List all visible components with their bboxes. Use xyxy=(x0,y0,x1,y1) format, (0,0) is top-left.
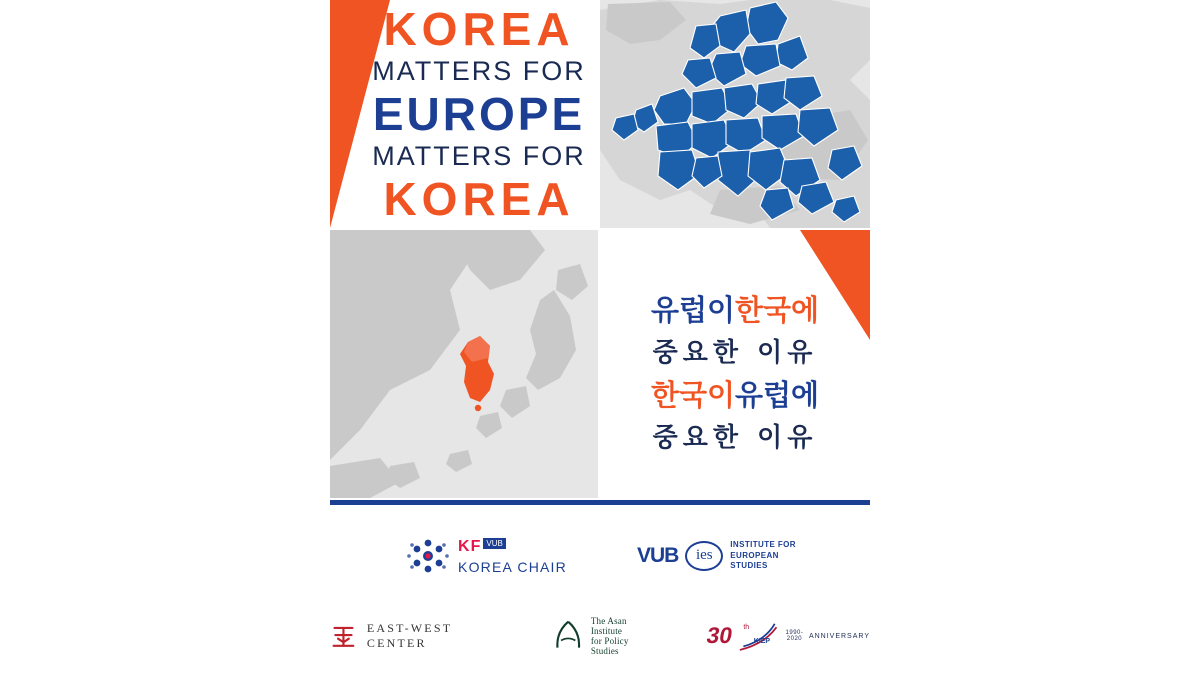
east-west-center-label: EAST-WEST CENTER xyxy=(366,621,453,650)
logo-row-2 xyxy=(330,597,870,675)
kf-vub-wordmark xyxy=(458,538,567,575)
korea-japan-map-icon xyxy=(330,230,598,498)
logo-asan-institute xyxy=(553,616,653,656)
kiep-30-icon xyxy=(705,614,780,658)
asan-line-1: The Asan Institute xyxy=(590,616,627,636)
kiep-anniversary-label: ANNIVERSARY xyxy=(808,633,870,640)
logo-row-1 xyxy=(330,515,870,597)
poster-grid xyxy=(330,0,870,505)
hangul-line-3-b: 유럽에 xyxy=(735,378,820,413)
kiep-years: 1990-2020 xyxy=(785,630,804,642)
hangul-line-1-b: 한국에 xyxy=(735,293,820,327)
hangul-line-1-a: 유럽이 xyxy=(650,293,735,327)
ies-name xyxy=(730,540,796,572)
svg-text:30: 30 xyxy=(705,622,735,648)
hangul-line-1 xyxy=(600,288,870,333)
vub-wordmark: VUB xyxy=(636,543,679,567)
title-line-matters-2: MATTERS FOR xyxy=(372,141,586,171)
title-cell xyxy=(330,0,598,228)
title-line-korea-1: KOREA xyxy=(383,3,575,55)
kf-flower-icon xyxy=(404,535,452,577)
title-line-korea-2: KOREA xyxy=(383,173,575,225)
blue-divider xyxy=(330,500,870,505)
vub-badge: VUB xyxy=(483,538,505,549)
logo-kiep-anniversary xyxy=(705,614,870,658)
hangul-line-2: 중요한 이유 xyxy=(652,337,818,368)
logo-kf-vub-korea-chair xyxy=(404,535,567,577)
korea-map-cell xyxy=(330,230,598,498)
ies-name-line2: EUROPEAN xyxy=(730,550,779,560)
ies-mark: ies xyxy=(685,541,723,571)
title-line-matters-1: MATTERS FOR xyxy=(372,56,586,86)
svg-text:th: th xyxy=(743,624,750,632)
hangul-title xyxy=(600,288,870,458)
poster-title xyxy=(366,3,592,225)
hangul-line-3-a: 한국이 xyxy=(650,378,735,413)
logo-vub-ies xyxy=(637,540,796,572)
hangul-line-4: 중요한 이유 xyxy=(652,423,818,454)
logo-section xyxy=(330,515,870,675)
ies-name-line3: STUDIES xyxy=(730,561,768,571)
kf-top-line xyxy=(458,538,567,556)
korea-chair-label: KOREA CHAIR xyxy=(458,558,567,575)
poster xyxy=(330,0,870,675)
svg-text:KIEP: KIEP xyxy=(753,637,771,645)
logo-east-west-center xyxy=(330,621,501,651)
east-west-center-icon xyxy=(330,621,357,651)
ies-name-line1: INSTITUTE FOR xyxy=(730,539,796,549)
hangul-line-3 xyxy=(600,373,870,418)
hangul-cell xyxy=(600,230,870,498)
title-line-europe: EUROPE xyxy=(372,88,586,140)
asan-line-2: for Policy Studies xyxy=(590,636,629,656)
europe-map-icon xyxy=(600,0,870,228)
asan-a-icon xyxy=(553,617,583,655)
asan-wordmark xyxy=(591,616,653,656)
kf-label: KF xyxy=(458,537,482,555)
europe-map-cell xyxy=(600,0,870,228)
